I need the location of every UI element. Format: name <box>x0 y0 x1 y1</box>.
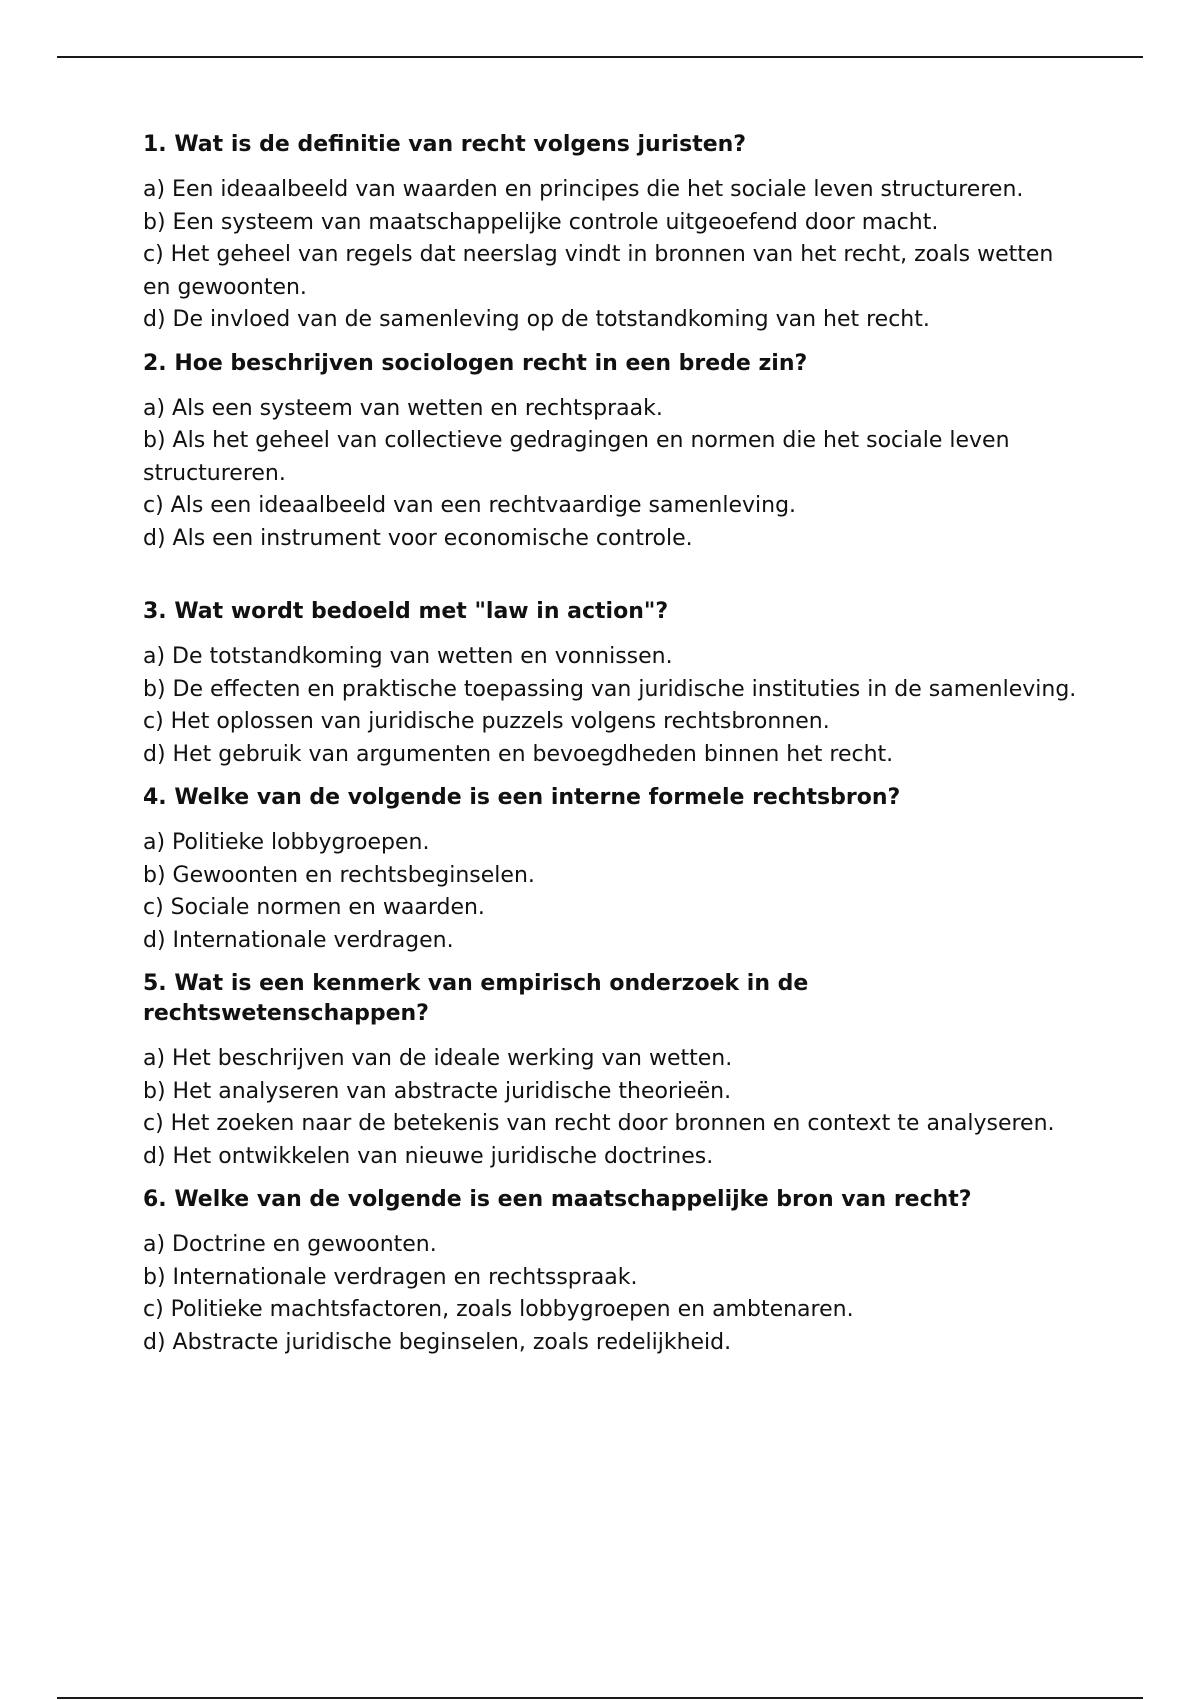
answer-option-d: d) De invloed van de samenleving op de totstandkoming van het recht. <box>143 307 930 332</box>
answer-options <box>143 1229 1083 1359</box>
question-3 <box>143 597 1083 771</box>
answer-option-a: a) Als een systeem van wetten en rechtspraak. <box>143 395 663 421</box>
answer-option-b: b) Gewoonten en rechtsbeginselen. <box>143 862 535 888</box>
answer-option-b: b) De effecten en praktische toepassing van juridische instituties in de samenleving. <box>143 676 1077 702</box>
question-title: 2. Hoe beschrijven sociologen recht in een brede zin? <box>143 350 808 376</box>
answer-options <box>143 393 1083 556</box>
question-2 <box>143 349 1083 556</box>
answer-option-d: d) Abstracte juridische beginselen, zoals redelijkheid. <box>143 1329 732 1355</box>
answer-option-d: d) Het ontwikkelen van nieuwe juridische doctrines. <box>143 1143 714 1169</box>
answer-option-c: c) Het geheel van regels dat neerslag vindt in bronnen van het recht, zoals wetten en gewoonten. <box>143 242 1054 300</box>
answer-option-a: a) De totstandkoming van wetten en vonnissen. <box>143 644 673 669</box>
answer-option-b: b) Het analyseren van abstracte juridische theorieën. <box>143 1078 732 1104</box>
answer-option-a: a) Doctrine en gewoonten. <box>143 1232 437 1257</box>
question-1 <box>143 130 1083 337</box>
quiz-content <box>143 130 1083 1359</box>
answer-option-a: a) Politieke lobbygroepen. <box>143 830 430 855</box>
answer-options <box>143 174 1083 337</box>
answer-option-c: c) Als een ideaalbeeld van een rechtvaardige samenleving. <box>143 493 797 518</box>
answer-option-d: d) Het gebruik van argumenten en bevoegdheden binnen het recht. <box>143 741 894 767</box>
answer-option-c: c) Het zoeken naar de betekenis van recht door bronnen en context te analyseren. <box>143 1111 1055 1136</box>
answer-options <box>143 827 1083 957</box>
top-divider <box>57 56 1143 58</box>
question-title: 4. Welke van de volgende is een interne formele rechtsbron? <box>143 785 901 810</box>
answer-options <box>143 641 1083 771</box>
answer-option-d: d) Internationale verdragen. <box>143 927 454 953</box>
answer-option-d: d) Als een instrument voor economische controle. <box>143 525 693 551</box>
answer-option-c: c) Sociale normen en waarden. <box>143 895 485 920</box>
bottom-divider <box>57 1697 1143 1699</box>
question-4 <box>143 783 1083 957</box>
question-title: 6. Welke van de volgende is een maatschappelijke bron van recht? <box>143 1187 972 1212</box>
answer-option-c: c) Politieke machtsfactoren, zoals lobbygroepen en ambtenaren. <box>143 1297 854 1322</box>
answer-option-a: a) Het beschrijven van de ideale werking van wetten. <box>143 1046 733 1071</box>
question-title: 5. Wat is een kenmerk van empirisch onderzoek in de rechtswetenschappen? <box>143 971 809 1026</box>
answer-option-b: b) Internationale verdragen en rechtsspraak. <box>143 1264 638 1290</box>
question-5 <box>143 969 1083 1173</box>
answer-option-a: a) Een ideaalbeeld van waarden en principes die het sociale leven structureren. <box>143 177 1024 202</box>
question-title: 1. Wat is de definitie van recht volgens juristen? <box>143 132 747 157</box>
answer-option-c: c) Het oplossen van juridische puzzels volgens rechtsbronnen. <box>143 709 830 734</box>
answer-option-b: b) Als het geheel van collectieve gedragingen en normen die het sociale leven structureren. <box>143 428 1010 486</box>
question-title: 3. Wat wordt bedoeld met "law in action"? <box>143 599 669 624</box>
answer-options <box>143 1043 1083 1173</box>
question-6 <box>143 1185 1083 1359</box>
answer-option-b: b) Een systeem van maatschappelijke controle uitgeoefend door macht. <box>143 209 939 235</box>
